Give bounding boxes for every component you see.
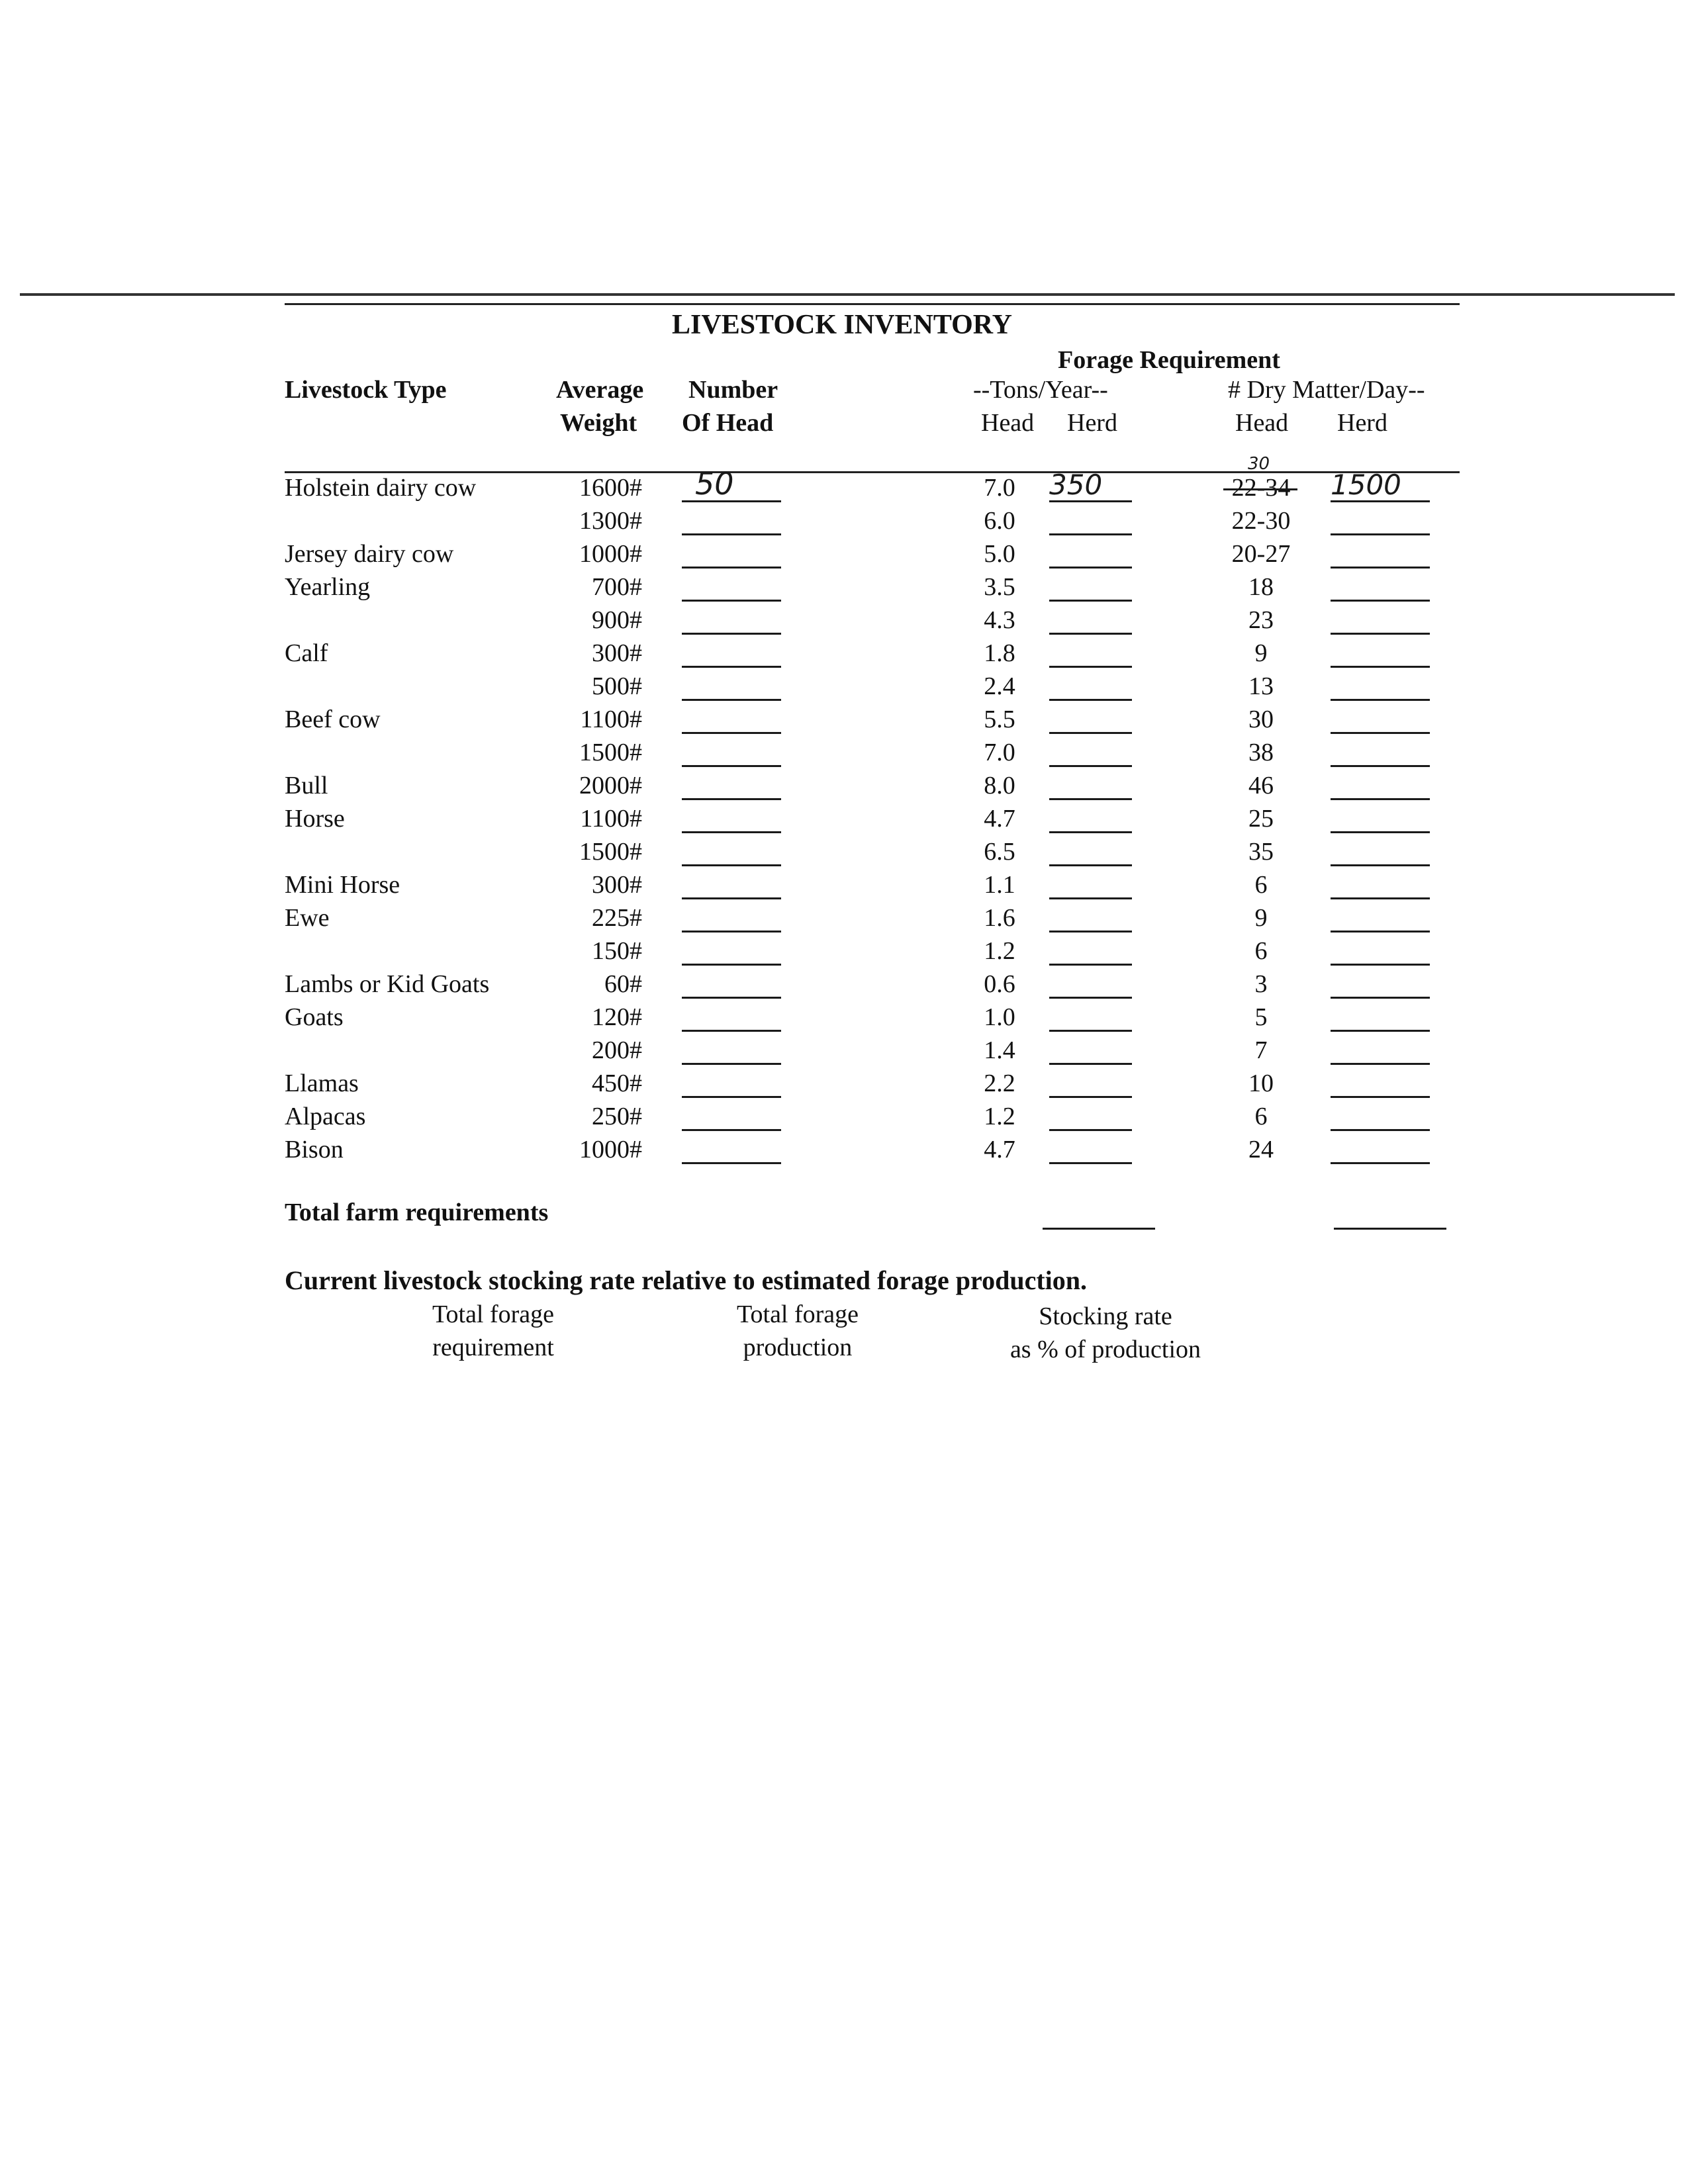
stocking-rate-label: Stocking rate (1039, 1302, 1172, 1330)
livestock-type: Jersey dairy cow (285, 540, 454, 568)
tons-herd-field[interactable] (1049, 699, 1132, 701)
dry-matter-per-head: 6 (1254, 871, 1268, 899)
dry-matter-herd-field[interactable] (1331, 567, 1430, 569)
number-of-head-field[interactable] (682, 831, 781, 833)
tons-per-head: 7.0 (984, 474, 1015, 502)
average-weight: 1000# (579, 540, 642, 568)
number-of-head-field[interactable] (682, 666, 781, 668)
livestock-type: Bison (285, 1136, 344, 1163)
header-dry-matter-day: # Dry Matter/Day-- (1228, 376, 1425, 404)
handwritten-number-of-head: 50 (695, 466, 734, 502)
total-tons-herd-field[interactable] (1043, 1228, 1155, 1230)
dry-matter-per-head: 13 (1248, 672, 1274, 700)
tons-herd-field[interactable] (1049, 1162, 1132, 1164)
tons-herd-field[interactable] (1049, 600, 1132, 602)
average-weight: 60# (604, 970, 642, 998)
number-of-head-field[interactable] (682, 633, 781, 635)
number-of-head-field[interactable] (682, 964, 781, 966)
dry-matter-per-head: 22-34 (1231, 474, 1291, 502)
dry-matter-herd-field[interactable] (1331, 1162, 1430, 1164)
total-forage-requirement-label-2: requirement (432, 1334, 554, 1361)
dry-matter-per-head: 3 (1254, 970, 1268, 998)
header-bottom-rule (285, 471, 1460, 473)
dry-matter-herd-field[interactable] (1331, 864, 1430, 866)
average-weight: 700# (592, 573, 642, 601)
header-top-rule (285, 303, 1460, 305)
dry-matter-herd-field[interactable] (1331, 533, 1430, 535)
tons-herd-field[interactable] (1049, 732, 1132, 734)
average-weight: 150# (592, 937, 642, 965)
tons-per-head: 5.5 (984, 705, 1015, 733)
header-livestock-type: Livestock Type (285, 376, 447, 404)
tons-per-head: 1.2 (984, 1103, 1015, 1130)
tons-herd-field[interactable] (1049, 931, 1132, 933)
dry-matter-herd-field[interactable] (1331, 798, 1430, 800)
dry-matter-herd-field[interactable] (1331, 732, 1430, 734)
dry-matter-per-head: 10 (1248, 1069, 1274, 1097)
tons-per-head: 6.5 (984, 838, 1015, 866)
livestock-type: Yearling (285, 573, 371, 601)
strikethrough-mark (1223, 488, 1297, 490)
number-of-head-field[interactable] (682, 997, 781, 999)
tons-herd-field[interactable] (1049, 1030, 1132, 1032)
tons-per-head: 4.3 (984, 606, 1015, 634)
livestock-type: Alpacas (285, 1103, 366, 1130)
dry-matter-herd-field[interactable] (1331, 765, 1430, 767)
average-weight: 250# (592, 1103, 642, 1130)
header-tons-year: --Tons/Year-- (973, 376, 1108, 404)
tons-herd-field[interactable] (1049, 864, 1132, 866)
livestock-type: Horse (285, 805, 345, 833)
tons-per-head: 7.0 (984, 739, 1015, 766)
number-of-head-field[interactable] (682, 567, 781, 569)
tons-per-head: 2.4 (984, 672, 1015, 700)
header-average: Average (556, 376, 644, 404)
livestock-type: Goats (285, 1003, 344, 1031)
dry-matter-herd-field[interactable] (1331, 964, 1430, 966)
livestock-type: Mini Horse (285, 871, 400, 899)
tons-per-head: 1.0 (984, 1003, 1015, 1031)
average-weight: 900# (592, 606, 642, 634)
dry-matter-herd-field[interactable] (1331, 931, 1430, 933)
dry-matter-per-head: 18 (1248, 573, 1274, 601)
tons-per-head: 3.5 (984, 573, 1015, 601)
dry-matter-herd-field[interactable] (1331, 831, 1430, 833)
number-of-head-field[interactable] (682, 1063, 781, 1065)
total-dry-matter-herd-field[interactable] (1334, 1228, 1446, 1230)
dry-matter-per-head: 6 (1254, 937, 1268, 965)
number-of-head-field[interactable] (682, 1162, 781, 1164)
livestock-type: Holstein dairy cow (285, 474, 477, 502)
tons-herd-field[interactable] (1049, 964, 1132, 966)
livestock-type: Calf (285, 639, 328, 667)
number-of-head-field[interactable] (682, 798, 781, 800)
dry-matter-herd-field[interactable] (1331, 997, 1430, 999)
tons-per-head: 1.4 (984, 1036, 1015, 1064)
tons-per-head: 4.7 (984, 805, 1015, 833)
livestock-type: Llamas (285, 1069, 359, 1097)
average-weight: 225# (592, 904, 642, 932)
tons-per-head: 2.2 (984, 1069, 1015, 1097)
tons-herd-field[interactable] (1049, 666, 1132, 668)
number-of-head-field[interactable] (682, 897, 781, 899)
tons-per-head: 1.2 (984, 937, 1015, 965)
tons-herd-field[interactable] (1049, 765, 1132, 767)
header-weight: Weight (560, 409, 637, 437)
dry-matter-herd-field[interactable] (1331, 1129, 1430, 1131)
tons-per-head: 1.1 (984, 871, 1015, 899)
dry-matter-herd-field[interactable] (1331, 633, 1430, 635)
header-dm-herd: Herd (1337, 409, 1387, 437)
dry-matter-herd-field[interactable] (1331, 666, 1430, 668)
average-weight: 300# (592, 639, 642, 667)
number-of-head-field[interactable] (682, 931, 781, 933)
dry-matter-herd-field[interactable] (1331, 699, 1430, 701)
number-of-head-field[interactable] (682, 600, 781, 602)
dry-matter-per-head: 22-30 (1231, 507, 1291, 535)
stocking-rate-label-2: as % of production (1009, 1336, 1201, 1363)
dry-matter-herd-field[interactable] (1331, 1030, 1430, 1032)
total-forage-production-label-2: production (743, 1334, 853, 1361)
tons-per-head: 1.6 (984, 904, 1015, 932)
tons-herd-field[interactable] (1049, 533, 1132, 535)
dry-matter-per-head: 6 (1254, 1103, 1268, 1130)
total-forage-production-label: Total forage (736, 1300, 859, 1328)
stocking-rate-heading: Current livestock stocking rate relative to estimated forage production. (285, 1265, 1088, 1295)
number-of-head-field[interactable] (682, 533, 781, 535)
number-of-head-field[interactable] (682, 1096, 781, 1098)
livestock-type: Beef cow (285, 705, 381, 733)
header-tons-herd: Herd (1067, 409, 1117, 437)
number-of-head-field[interactable] (682, 1030, 781, 1032)
tons-per-head: 4.7 (984, 1136, 1015, 1163)
header-of-head: Of Head (682, 409, 774, 437)
header-forage-requirement: Forage Requirement (1058, 346, 1280, 374)
tons-per-head: 8.0 (984, 772, 1015, 799)
number-of-head-field[interactable] (682, 1129, 781, 1131)
header-tons-head: Head (981, 409, 1035, 437)
dry-matter-per-head: 20-27 (1231, 540, 1291, 568)
average-weight: 1500# (579, 838, 642, 866)
average-weight: 1000# (579, 1136, 642, 1163)
handwritten-tons-herd: 350 (1049, 469, 1103, 501)
scan-edge-line (20, 293, 1675, 296)
dry-matter-per-head: 23 (1248, 606, 1274, 634)
dry-matter-herd-field[interactable] (1331, 600, 1430, 602)
average-weight: 1300# (579, 507, 642, 535)
average-weight: 300# (592, 871, 642, 899)
dry-matter-per-head: 38 (1248, 739, 1274, 766)
tons-herd-field[interactable] (1049, 897, 1132, 899)
livestock-type: Lambs or Kid Goats (285, 970, 490, 998)
tons-herd-field[interactable] (1049, 831, 1132, 833)
tons-herd-field[interactable] (1049, 633, 1132, 635)
dry-matter-per-head: 9 (1254, 639, 1268, 667)
average-weight: 450# (592, 1069, 642, 1097)
average-weight: 2000# (579, 772, 642, 799)
tons-herd-field[interactable] (1049, 997, 1132, 999)
tons-per-head: 1.8 (984, 639, 1015, 667)
dry-matter-per-head: 35 (1248, 838, 1274, 866)
handwritten-dry-matter-herd: 1500 (1331, 469, 1401, 501)
dry-matter-per-head: 30 (1248, 705, 1274, 733)
tons-per-head: 6.0 (984, 507, 1015, 535)
dry-matter-per-head: 46 (1248, 772, 1274, 799)
tons-per-head: 0.6 (984, 970, 1015, 998)
average-weight: 1500# (579, 739, 642, 766)
header-number: Number (688, 376, 778, 404)
dry-matter-per-head: 25 (1248, 805, 1274, 833)
dry-matter-per-head: 24 (1248, 1136, 1274, 1163)
total-forage-requirement-label: Total forage (432, 1300, 555, 1328)
average-weight: 1600# (579, 474, 642, 502)
tons-herd-field[interactable] (1049, 567, 1132, 569)
dry-matter-herd-field[interactable] (1331, 1063, 1430, 1065)
average-weight: 120# (592, 1003, 642, 1031)
dry-matter-per-head: 7 (1254, 1036, 1268, 1064)
dry-matter-per-head: 5 (1254, 1003, 1268, 1031)
average-weight: 1100# (580, 705, 642, 733)
tons-herd-field[interactable] (1049, 1096, 1132, 1098)
average-weight: 500# (592, 672, 642, 700)
livestock-type: Ewe (285, 904, 330, 932)
number-of-head-field[interactable] (682, 864, 781, 866)
header-dm-head: Head (1235, 409, 1289, 437)
number-of-head-field[interactable] (682, 765, 781, 767)
tons-herd-field[interactable] (1049, 1063, 1132, 1065)
number-of-head-field[interactable] (682, 732, 781, 734)
average-weight: 200# (592, 1036, 642, 1064)
number-of-head-field[interactable] (682, 699, 781, 701)
dry-matter-herd-field[interactable] (1331, 1096, 1430, 1098)
handwritten-dry-matter-correction: 30 (1248, 454, 1270, 474)
average-weight: 1100# (580, 805, 642, 833)
dry-matter-per-head: 9 (1254, 904, 1268, 932)
tons-per-head: 5.0 (984, 540, 1015, 568)
dry-matter-herd-field[interactable] (1331, 897, 1430, 899)
tons-herd-field[interactable] (1049, 1129, 1132, 1131)
tons-herd-field[interactable] (1049, 798, 1132, 800)
livestock-type: Bull (285, 772, 328, 799)
page-title: LIVESTOCK INVENTORY (672, 310, 1012, 340)
total-farm-requirements-label: Total farm requirements (285, 1199, 549, 1226)
